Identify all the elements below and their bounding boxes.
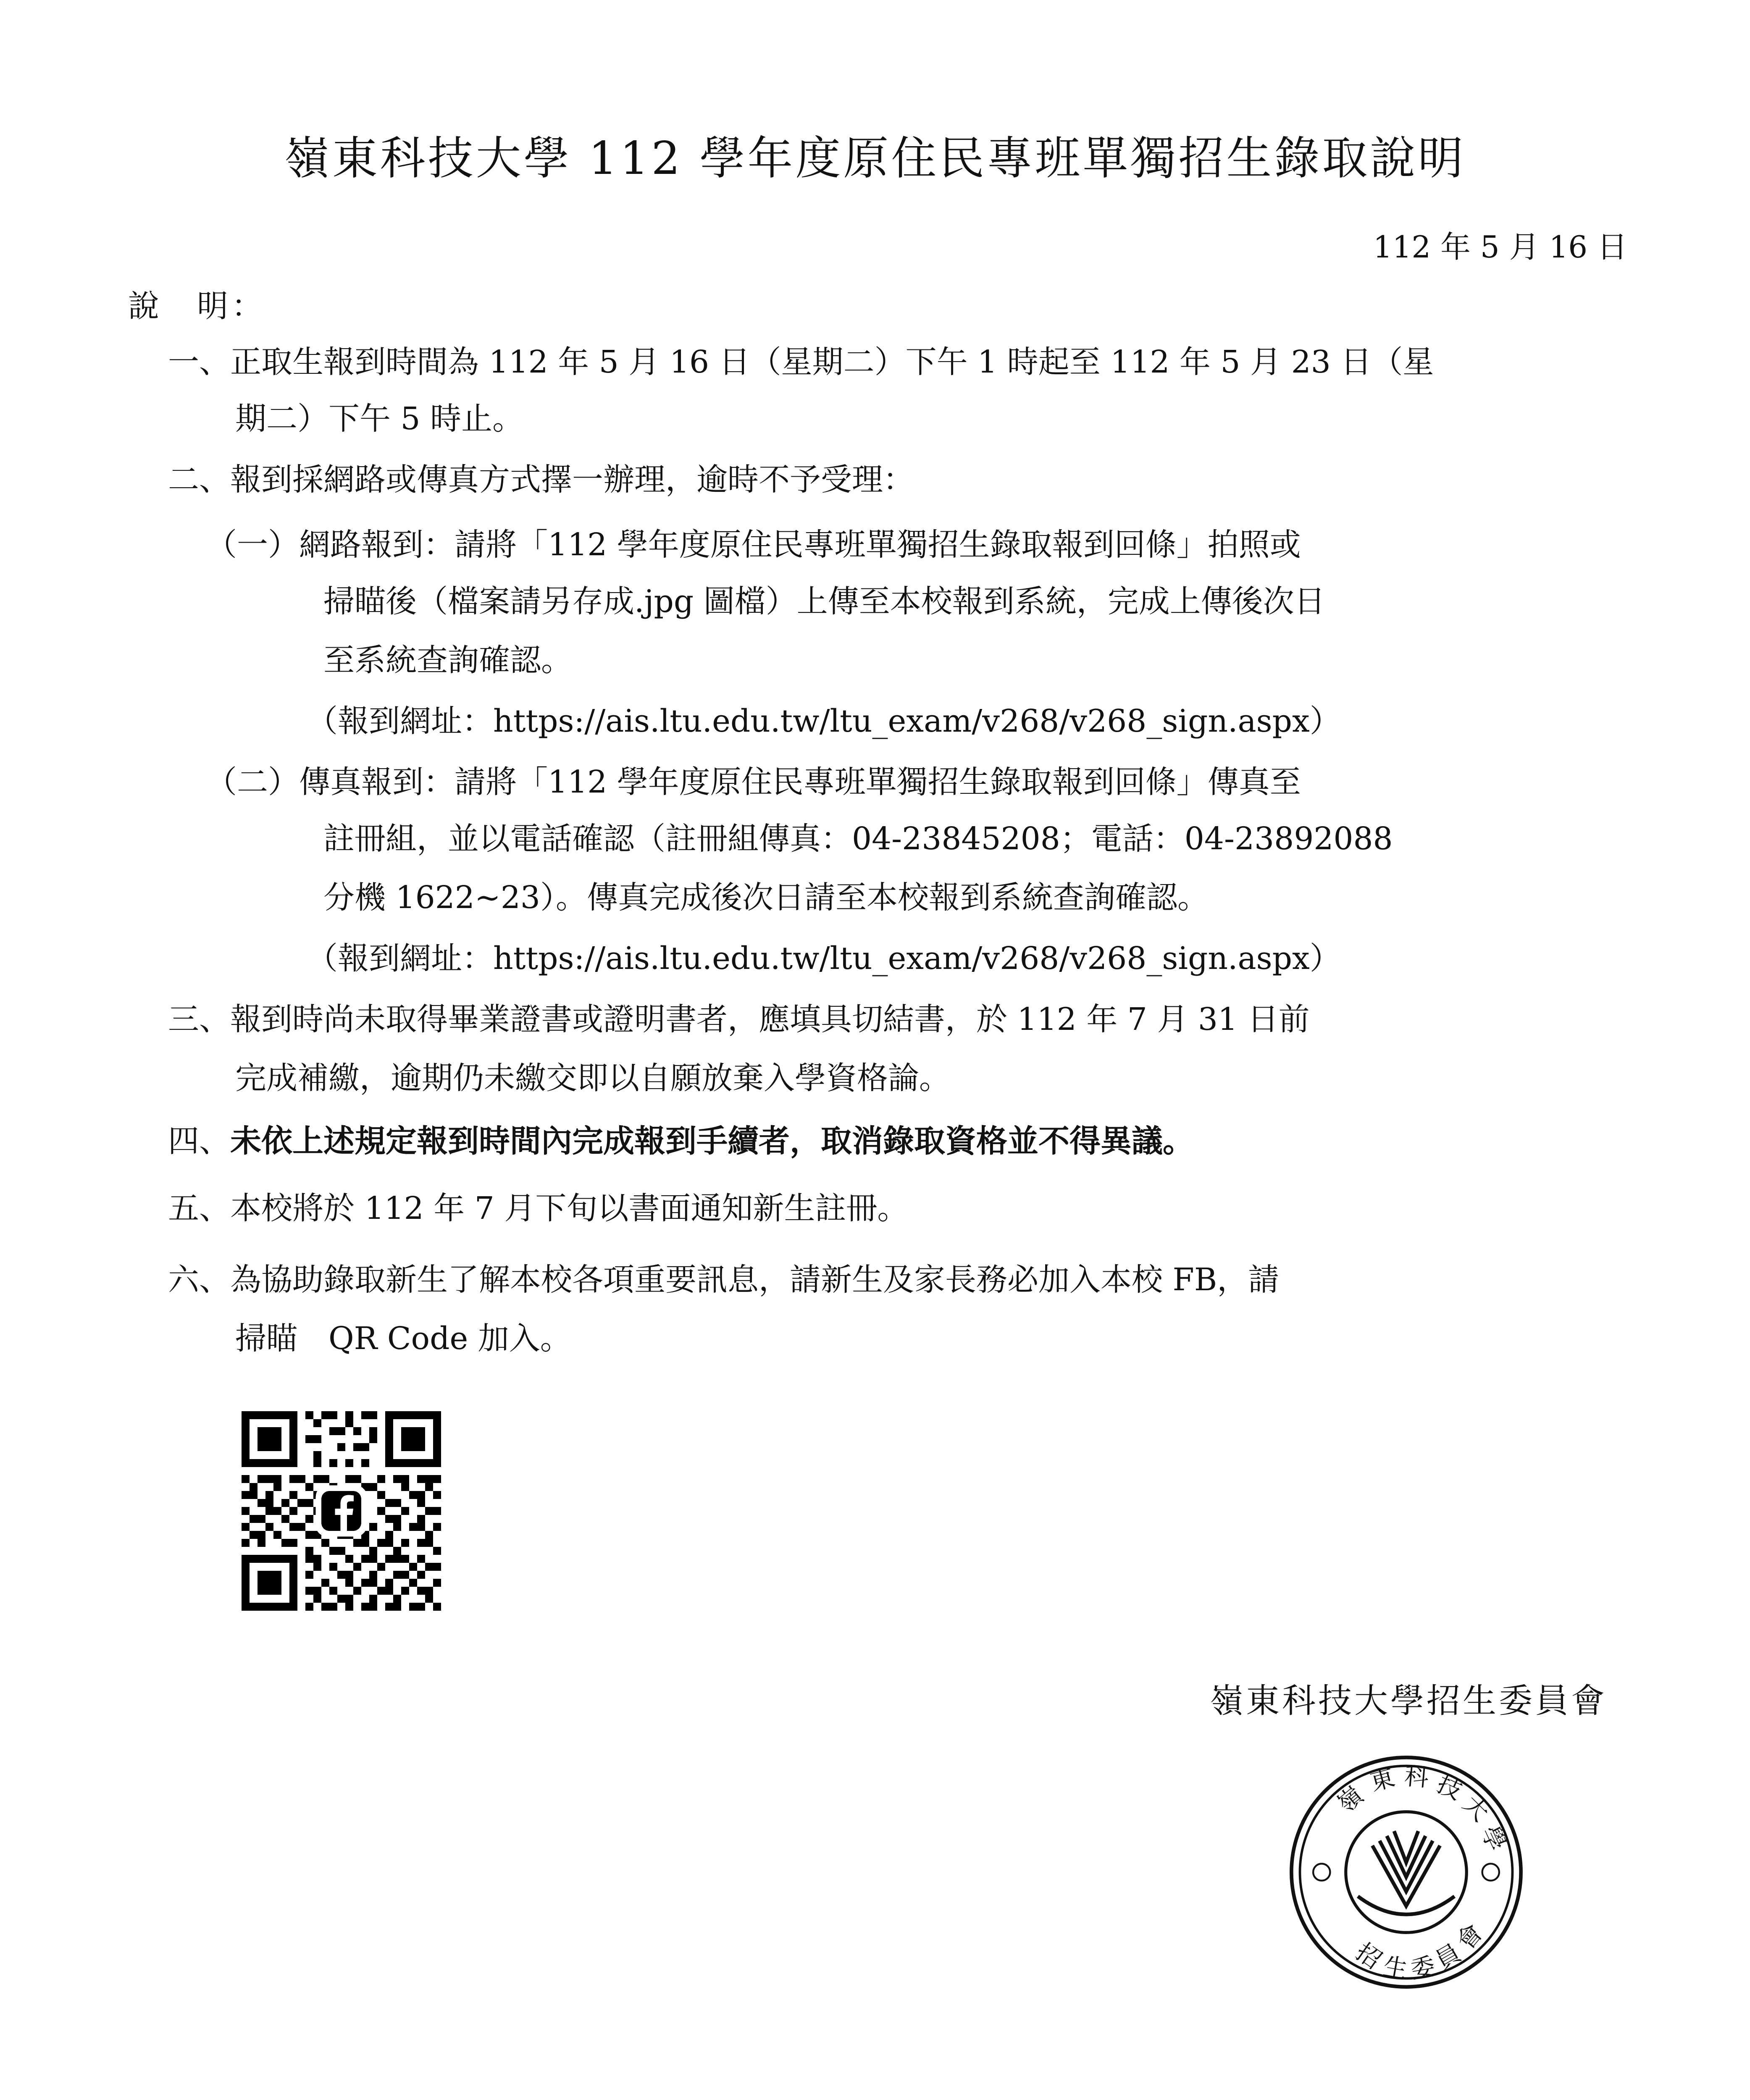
item-1-line-2: 期二）下午 5 時止。 — [235, 401, 524, 437]
item-2-2-line-3: 分機 1622~23）。傳真完成後次日請至本校報到系統查詢確認。 — [323, 879, 1209, 916]
svg-text:學: 學 — [1475, 1822, 1511, 1856]
item-4-number: 四、 — [168, 1123, 230, 1159]
svg-text:科: 科 — [1403, 1762, 1430, 1792]
svg-text:東: 東 — [1367, 1763, 1398, 1797]
item-2-1-line-1: （一）網路報到：請將「112 學年度原住民專班單獨招生錄取報到回條」拍照或 — [206, 527, 1301, 563]
committee-signature: 嶺東科技大學招生委員會 — [1210, 1681, 1607, 1720]
svg-text:生: 生 — [1381, 1952, 1410, 1984]
item-2-1-url: （報到網址：https://ais.ltu.edu.tw/ltu_exam/v268/v268_sign.aspx） — [307, 703, 1341, 739]
item-1-line-1: 一、正取生報到時間為 112 年 5 月 16 日（星期二）下午 1 時起至 112 年 5 月 23 日（星 — [168, 344, 1434, 380]
item-2-2-line-1: （二）傳真報到：請將「112 學年度原住民專班單獨招生錄取報到回條」傳真至 — [206, 764, 1301, 800]
item-4-bold-text: 未依上述規定報到時間內完成報到手續者，取消錄取資格並不得異議。 — [230, 1123, 1194, 1159]
item-3-line-1: 三、報到時尚未取得畢業證書或證明書者，應填具切結書，於 112 年 7 月 31 日前 — [168, 1001, 1310, 1037]
item-2-heading: 二、報到採網路或傳真方式擇一辦理，逾時不予受理： — [168, 462, 914, 498]
university-seal — [1285, 1751, 1527, 1993]
facebook-qr-code[interactable] — [242, 1411, 441, 1611]
svg-text:技: 技 — [1432, 1769, 1466, 1806]
svg-text:會: 會 — [1451, 1919, 1489, 1956]
item-4 — [168, 1123, 1194, 1159]
svg-text:招: 招 — [1351, 1937, 1387, 1975]
svg-text:嶺: 嶺 — [1332, 1781, 1369, 1818]
page-title: 嶺東科技大學 112 學年度原住民專班單獨招生錄取說明 — [284, 132, 1466, 185]
item-2-1-line-3: 至系統查詢確認。 — [323, 642, 572, 678]
svg-text:委: 委 — [1408, 1952, 1437, 1984]
item-6-line-1: 六、為協助錄取新生了解本校各項重要訊息，請新生及家長務必加入本校 FB，請 — [168, 1262, 1280, 1298]
svg-text:大: 大 — [1457, 1790, 1495, 1827]
item-5: 五、本校將於 112 年 7 月下旬以書面通知新生註冊。 — [168, 1190, 909, 1226]
document-date: 112 年 5 月 16 日 — [1373, 229, 1627, 265]
item-3-line-2: 完成補繳，逾期仍未繳交即以自願放棄入學資格論。 — [235, 1060, 950, 1096]
item-2-2-url: （報到網址：https://ais.ltu.edu.tw/ltu_exam/v268/v268_sign.aspx） — [307, 940, 1341, 976]
item-2-2-line-2: 註冊組，並以電話確認（註冊組傳真：04-23845208；電話：04-23892088 — [323, 821, 1393, 857]
section-label: 說 明： — [128, 288, 266, 324]
item-6-line-2: 掃瞄 QR Code 加入。 — [235, 1320, 571, 1357]
item-2-1-line-2: 掃瞄後（檔案請另存成.jpg 圖檔）上傳至本校報到系統，完成上傳後次日 — [323, 583, 1325, 620]
facebook-icon — [316, 1486, 367, 1537]
svg-text:員: 員 — [1430, 1938, 1466, 1975]
